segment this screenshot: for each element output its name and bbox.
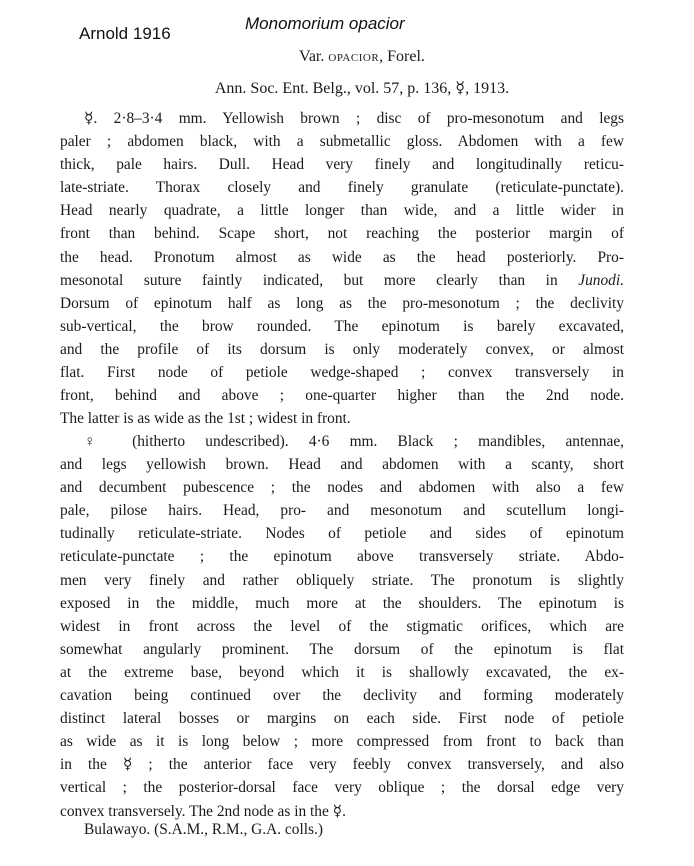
text-line: pale, pilose hairs. Head, pro- and mesonotum and scutellum longi-	[60, 502, 624, 520]
female-description	[60, 430, 624, 823]
text-line: front, behind and above ; one-quarter higher than the 2nd node.	[60, 387, 624, 405]
text-line: paler ; abdomen black, with a submetallic gloss. Abdomen with a few	[60, 133, 624, 151]
text-line: at the extreme base, beyond which it is shallowly excavated, the ex-	[60, 663, 624, 681]
text-line: men very finely and rather obliquely striate. The pronotum is slightly	[60, 571, 624, 589]
text-line-with-italic	[60, 269, 624, 292]
text-line: the head. Pronotum almost as wide as the head posteriorly. Pro-	[60, 248, 624, 266]
handwritten-author-annotation: Arnold 1916	[79, 24, 171, 43]
text-line: distinct lateral bosses or margins on each side. First node of petiole	[60, 710, 624, 728]
literature-reference: Ann. Soc. Ent. Belg., vol. 57, p. 136, ☿, 1913.	[214, 80, 510, 97]
species-italic: Junodi.	[578, 271, 624, 289]
text-line: Dorsum of epinotum half as long as the pro-mesonotum ; the declivity	[60, 294, 624, 312]
text-line: and decumbent pubescence ; the nodes and abdomen with also a few	[60, 479, 624, 497]
variety-name: opacior	[328, 48, 380, 65]
text-line: widest in front across the level of the stigmatic orifices, which are	[60, 617, 624, 635]
text-line: somewhat angularly prominent. The dorsum of the epinotum is flat	[60, 640, 624, 658]
text-line: flat. First node of petiole wedge-shaped ; convex transversely in	[60, 364, 624, 382]
text-line: front than behind. Scape short, not reaching the posterior margin of	[60, 225, 624, 243]
text-line: ☿. 2·8–3·4 mm. Yellowish brown ; disc of pro-mesonotum and legs	[84, 110, 624, 127]
text-line: ♀ (hitherto undescribed). 4·6 mm. Black ; mandibles, antennae,	[84, 433, 624, 450]
text-line: in the ☿ ; the anterior face very feebly convex transversely, and also	[60, 756, 624, 774]
text-line: vertical ; the posterior-dorsal face very oblique ; the dorsal edge very	[60, 779, 624, 797]
variety-heading	[0, 48, 694, 66]
text-line: sub-vertical, the brow rounded. The epinotum is barely excavated,	[60, 317, 624, 335]
handwritten-species-annotation: Monomorium opacior	[245, 14, 405, 33]
text-line: tudinally reticulate-striate. Nodes of petiole and sides of epinotum	[60, 525, 624, 543]
text-line: The latter is as wide as the 1st ; widest in front.	[60, 410, 351, 428]
variety-prefix: Var.	[299, 48, 325, 65]
text-line: cavation being continued over the declivity and forming moderately	[60, 687, 624, 705]
text-line: late-striate. Thorax closely and finely granulate (reticulate-punctate).	[60, 179, 624, 197]
text-line: and the profile of its dorsum is only moderately convex, or almost	[60, 340, 624, 358]
variety-author: , Forel.	[379, 48, 425, 65]
worker-description	[60, 107, 624, 430]
text-line: reticulate-punctate ; the epinotum above transversely striate. Abdo-	[60, 548, 624, 566]
text-line: as wide as it is long below ; more compressed from front to back than	[60, 733, 624, 751]
locality-line: Bulawayo. (S.A.M., R.M., G.A. colls.)	[84, 821, 323, 838]
text-line: exposed in the middle, much more at the shoulders. The epinotum is	[60, 594, 624, 612]
text-line: thick, pale hairs. Dull. Head very finely and longitudinally reticu-	[60, 156, 624, 174]
text-segment: mesonotal suture faintly indicated, but more clearly than in	[60, 271, 579, 289]
text-line: convex transversely. The 2nd node as in the ☿.	[60, 802, 346, 820]
text-line: and legs yellowish brown. Head and abdomen with a scanty, short	[60, 456, 624, 474]
text-line: Head nearly quadrate, a little longer than wide, and a little wider in	[60, 202, 624, 220]
